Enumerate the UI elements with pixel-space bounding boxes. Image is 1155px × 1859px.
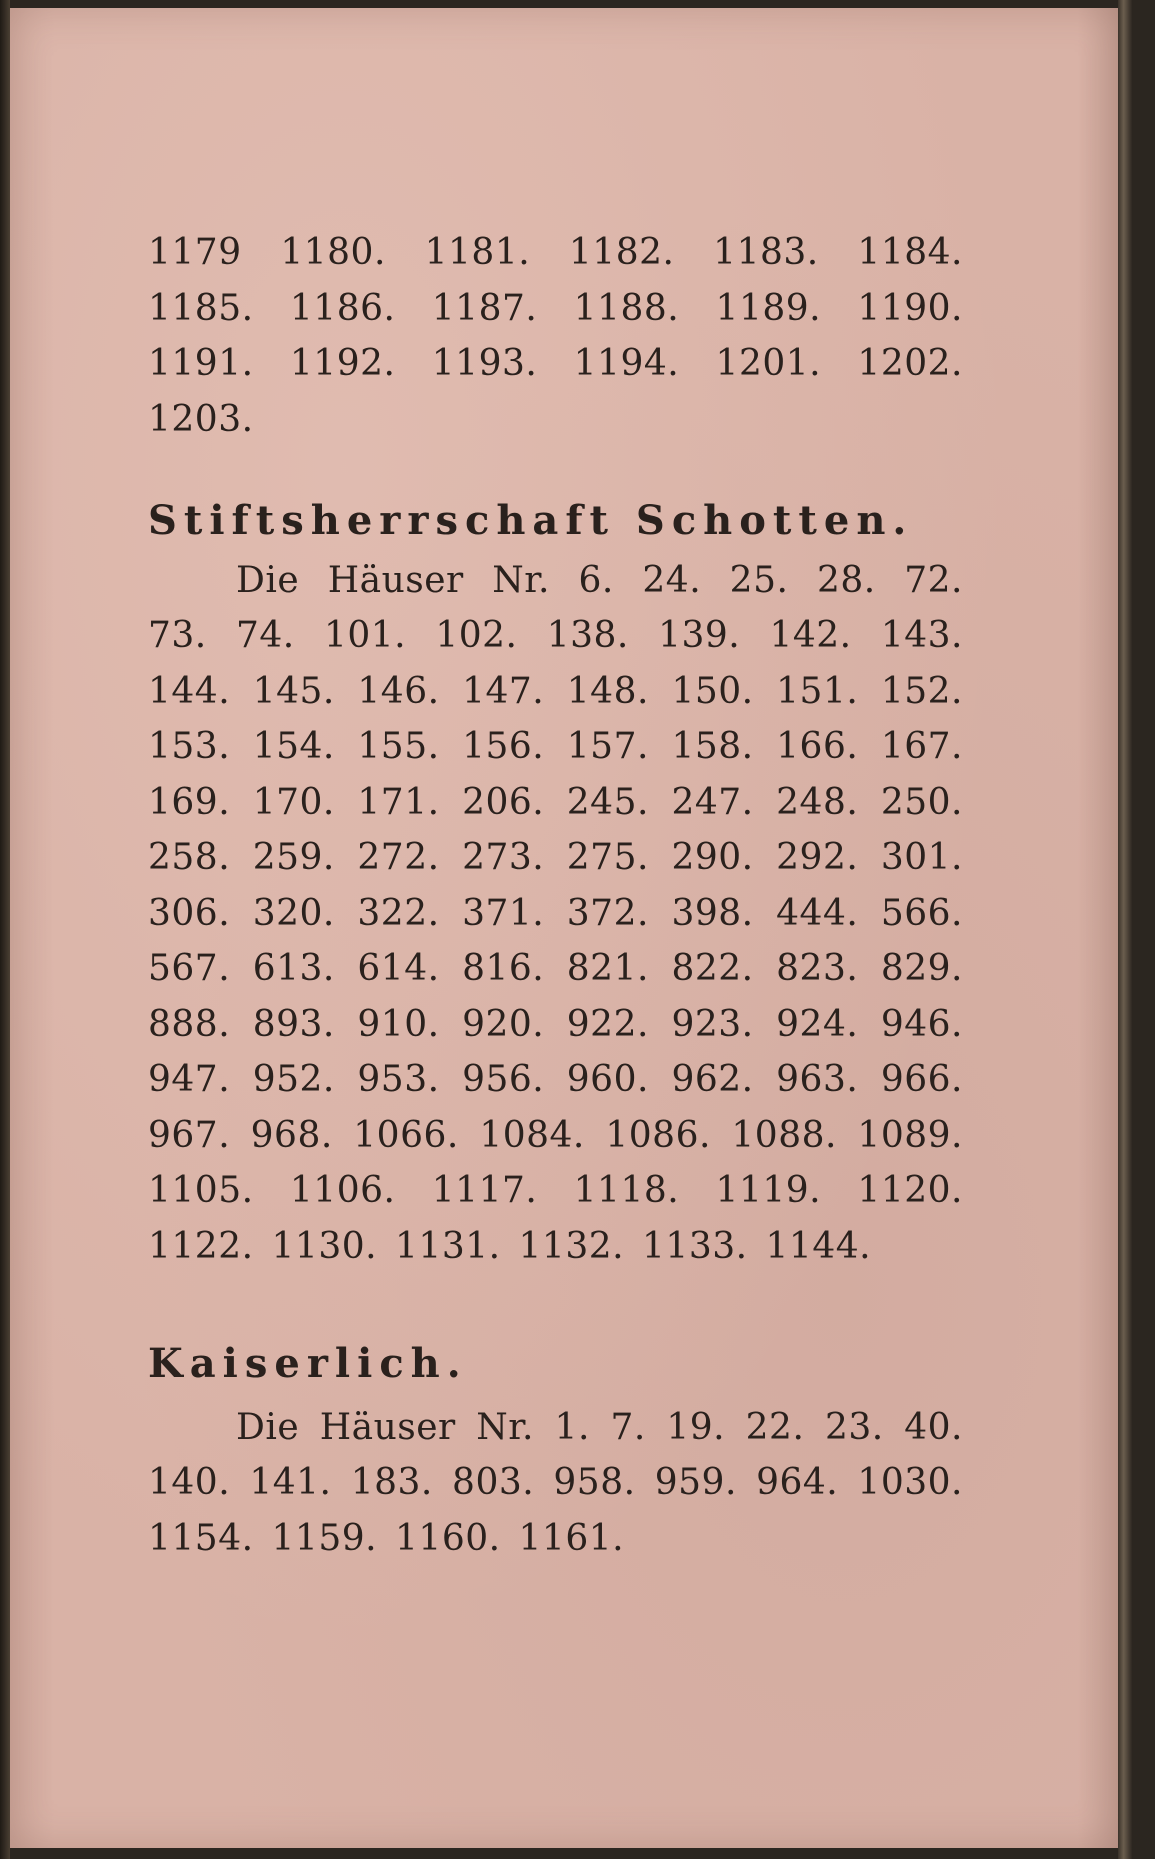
continued-number-list: 1179 1180. 1181. 1182. 1183. 1184. 1185. 1186. 1187. 1188. 1189. 1190. 1191. 1192. 1193. 1194. 1201. 1202. 1203. <box>148 232 963 440</box>
section-heading-kaiserlich: Kaiserlich. <box>148 1340 468 1387</box>
page-fore-edge <box>1118 0 1132 1859</box>
section-text-schotten: Die Häuser Nr. 6. 24. 25. 28. 72. 73. 74. 101. 102. 138. 139. 142. 143. 144. 145. 146. 147. 148. 150. 151. 152. 153. 154. 155. 156. 157. 158. 166. 167. 169. 170. 171. 206. 245. 247. 248. 250. 258. 259. 272. 273. 275. 290. 292. 301. 306. 320. 322. 371. 372. 398. 444. 566. 567. 613. 614. 816. 821. 822. 823. 829. 888. 893. 910. 920. 922. 923. 924. 946. 947. 952. 953. 956. 960. 962. 963. 966. 967. 968. 1066. 1084. 1086. 1088. 1089. 1105. 1106. 1117. 1118. 1119. 1120. 1122. 1130. 1131. 1132. 1133. 1144. <box>148 559 963 1267</box>
page-body <box>148 225 963 1566</box>
section-text-kaiserlich: Die Häuser Nr. 1. 7. 19. 22. 23. 40. 140. 141. 183. 803. 958. 959. 964. 1030. 1154. 1159. 1160. 1161. <box>148 1406 963 1559</box>
book-binding-edge <box>0 0 10 1859</box>
section-heading-schotten: Stiftsherrschaft Schotten. <box>148 497 914 544</box>
